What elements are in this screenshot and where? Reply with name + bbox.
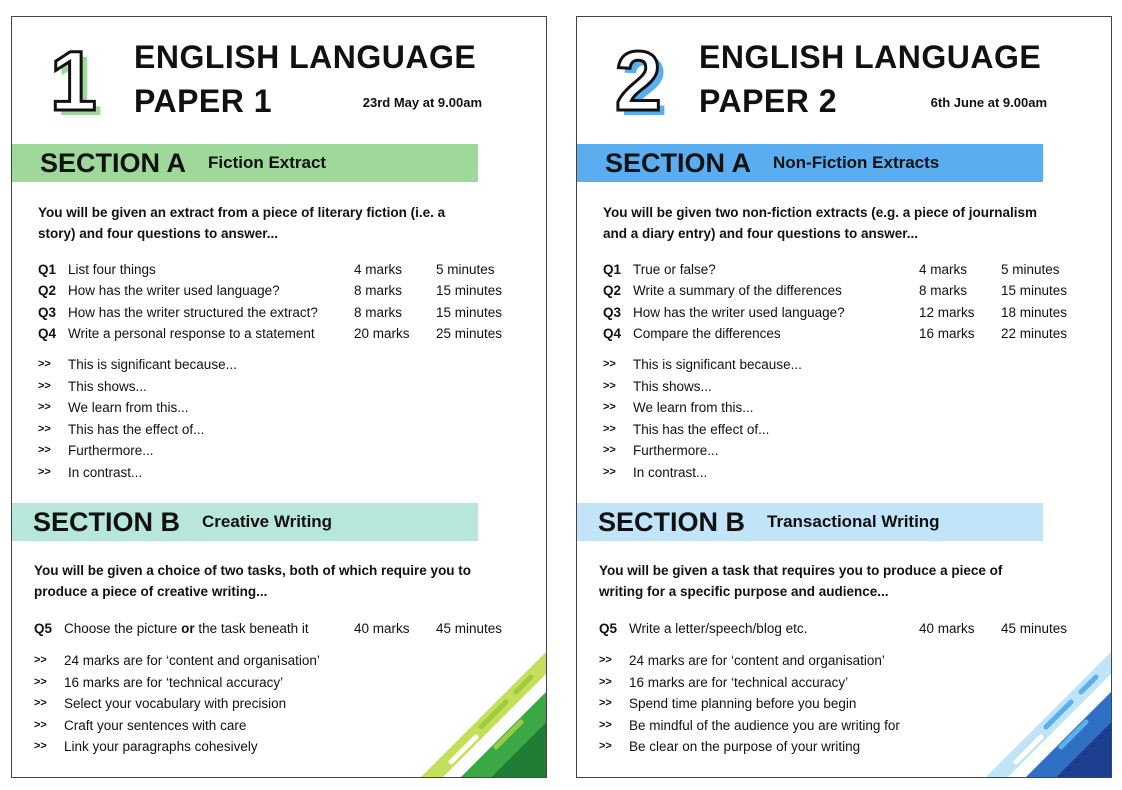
question-marks: 4 marks — [354, 262, 403, 277]
question-text: Compare the differences — [633, 325, 781, 341]
sentence-starter-text: This has the effect of... — [633, 421, 770, 437]
bullet-marker: >> — [599, 654, 612, 666]
question-text-part: Choose the picture — [64, 621, 182, 636]
section-b-header — [577, 503, 1043, 541]
question-marks: 8 marks — [354, 283, 403, 299]
question-row — [38, 280, 518, 301]
section-a-intro: You will be given two non-fiction extracts (e.g. a piece of journalism and a diary entry) and four questions to answer... — [603, 205, 1038, 241]
section-a-subtitle: Fiction Extract — [208, 153, 327, 172]
question-marks: 8 marks — [354, 304, 403, 320]
bullet-marker: >> — [38, 379, 51, 392]
writing-tip-text: Link your paragraphs cohesively — [64, 739, 258, 754]
sentence-starter-text: We learn from this... — [633, 400, 754, 415]
title-line-2: PAPER 1 — [134, 83, 273, 119]
question-number: Q1 — [603, 262, 622, 277]
bullet-marker: >> — [34, 697, 47, 709]
question-time: 25 minutes — [436, 325, 503, 341]
question-row — [603, 323, 1083, 344]
section-a-label: SECTION A — [605, 147, 752, 178]
question-time: 45 minutes — [1001, 621, 1068, 636]
section-b-label: SECTION B — [598, 506, 746, 537]
question-text — [64, 618, 309, 639]
question-text: True or false? — [633, 262, 716, 277]
question-number: Q4 — [38, 325, 57, 341]
question-marks: 40 marks — [354, 621, 410, 636]
section-a-header — [577, 144, 1043, 182]
question-number: Q5 — [599, 621, 618, 636]
section-b-subtitle: Creative Writing — [202, 512, 333, 531]
exam-date: 6th June at 9.00am — [930, 95, 1047, 110]
question-time: 5 minutes — [1001, 262, 1060, 277]
section-b-subtitle: Transactional Writing — [767, 512, 940, 531]
bullet-marker: >> — [603, 379, 616, 392]
question-number: Q3 — [38, 304, 57, 320]
question-text: Write a personal response to a statement — [68, 325, 315, 341]
bullet-marker: >> — [603, 358, 616, 370]
bullet-marker: >> — [38, 422, 51, 435]
writing-tip-text: 24 marks are for ‘content and organisation’ — [629, 653, 885, 668]
sentence-starter-text: This shows... — [633, 378, 712, 394]
question-text: How has the writer used language? — [633, 304, 845, 320]
bullet-marker: >> — [599, 740, 612, 752]
bullet-marker: >> — [603, 401, 616, 413]
question-row — [38, 323, 518, 344]
question-row — [38, 302, 518, 323]
question-text — [629, 618, 807, 639]
question-text: How has the writer structured the extract? — [68, 304, 318, 320]
paper-2-sheet — [576, 16, 1112, 778]
bullet-marker: >> — [34, 675, 47, 688]
question-number: Q4 — [603, 325, 622, 341]
question-marks: 4 marks — [919, 262, 968, 277]
writing-tip-text: Spend time planning before you begin — [629, 696, 857, 711]
question-text: List four things — [68, 262, 156, 277]
question-time: 18 minutes — [1001, 304, 1068, 320]
question-time: 15 minutes — [436, 283, 503, 299]
sentence-starter-text: This is significant because... — [68, 357, 237, 372]
sentence-starter-text: In contrast... — [68, 464, 143, 480]
paper-number: 1 — [50, 34, 97, 128]
exam-date: 23rd May at 9.00am — [362, 95, 482, 110]
sentence-starter-text: This is significant because... — [633, 357, 802, 372]
sentence-starter-text: We learn from this... — [68, 400, 189, 415]
question-row — [38, 259, 518, 280]
writing-tip-text: Be mindful of the audience you are writing for — [629, 717, 900, 733]
diagonal-stripes-decoration — [421, 652, 546, 777]
section-a-subtitle: Non-Fiction Extracts — [773, 153, 940, 172]
writing-tip-text: 16 marks are for ‘technical accuracy’ — [629, 674, 849, 690]
question-time: 22 minutes — [1001, 325, 1068, 341]
question-marks: 8 marks — [919, 283, 968, 299]
sentence-starter-text: Furthermore... — [633, 443, 719, 458]
writing-tip-text: Select your vocabulary with precision — [64, 696, 287, 711]
bullet-marker: >> — [603, 465, 616, 478]
bullet-marker: >> — [38, 444, 51, 456]
question-number: Q5 — [34, 621, 53, 636]
question-number: Q1 — [38, 262, 57, 277]
writing-tip-text: 16 marks are for ‘technical accuracy’ — [64, 674, 284, 690]
sentence-starter-text: Furthermore... — [68, 443, 154, 458]
question-text-part: Write a letter/speech/blog etc. — [629, 621, 808, 636]
question-marks: 40 marks — [919, 621, 975, 636]
bullet-marker: >> — [38, 401, 51, 413]
question-time: 45 minutes — [436, 621, 503, 636]
paper-1-sheet — [11, 16, 547, 778]
sentence-starter-text: This shows... — [68, 378, 147, 394]
bullet-marker: >> — [38, 358, 51, 370]
question-text: Write a summary of the differences — [633, 283, 842, 299]
question-row — [603, 280, 1083, 301]
question-row — [603, 259, 1083, 280]
bullet-marker: >> — [34, 718, 47, 731]
question-marks: 16 marks — [919, 325, 975, 341]
bullet-marker: >> — [34, 654, 47, 666]
paper-number: 2 — [615, 34, 662, 128]
section-a-intro: You will be given an extract from a piece of literary fiction (i.e. a story) and four questions to answer... — [38, 205, 446, 241]
bullet-marker: >> — [599, 697, 612, 709]
section-b-header — [12, 503, 478, 541]
question-time: 15 minutes — [1001, 283, 1068, 299]
section-a-label: SECTION A — [40, 147, 187, 178]
question-row — [603, 302, 1083, 323]
question-time: 15 minutes — [436, 304, 503, 320]
question-row — [34, 618, 514, 639]
bullet-marker: >> — [599, 675, 612, 688]
section-b-intro: You will be given a task that requires you to produce a piece of writing for a specific purpose and audience... — [599, 563, 1003, 599]
bullet-marker: >> — [34, 740, 47, 752]
sentence-starter-text: This has the effect of... — [68, 421, 205, 437]
question-number: Q2 — [603, 283, 622, 299]
section-a-header — [12, 144, 478, 182]
section-b-intro: You will be given a choice of two tasks, both of which require you to produce a piece of creative writing... — [34, 563, 472, 599]
question-marks: 12 marks — [919, 304, 975, 320]
question-time: 5 minutes — [436, 262, 495, 277]
writing-tip-text: Be clear on the purpose of your writing — [629, 739, 861, 754]
writing-tip-text: 24 marks are for ‘content and organisation’ — [64, 653, 320, 668]
title-line-2: PAPER 2 — [699, 83, 838, 119]
question-text: How has the writer used language? — [68, 283, 280, 299]
bullet-marker: >> — [603, 422, 616, 435]
question-number: Q2 — [38, 283, 57, 299]
sentence-starter-text: In contrast... — [633, 464, 708, 480]
question-row — [599, 618, 1079, 639]
title-line-1: ENGLISH LANGUAGE — [699, 39, 1042, 75]
question-text-part: the task beneath it — [194, 621, 309, 636]
question-text-emphasis: or — [181, 621, 195, 636]
bullet-marker: >> — [599, 718, 612, 731]
bullet-marker: >> — [603, 444, 616, 456]
question-number: Q3 — [603, 304, 622, 320]
question-marks: 20 marks — [354, 325, 410, 341]
bullet-marker: >> — [38, 465, 51, 478]
title-line-1: ENGLISH LANGUAGE — [134, 39, 477, 75]
writing-tip-text: Craft your sentences with care — [64, 717, 247, 733]
diagonal-stripes-decoration — [986, 652, 1111, 777]
section-b-label: SECTION B — [33, 506, 181, 537]
